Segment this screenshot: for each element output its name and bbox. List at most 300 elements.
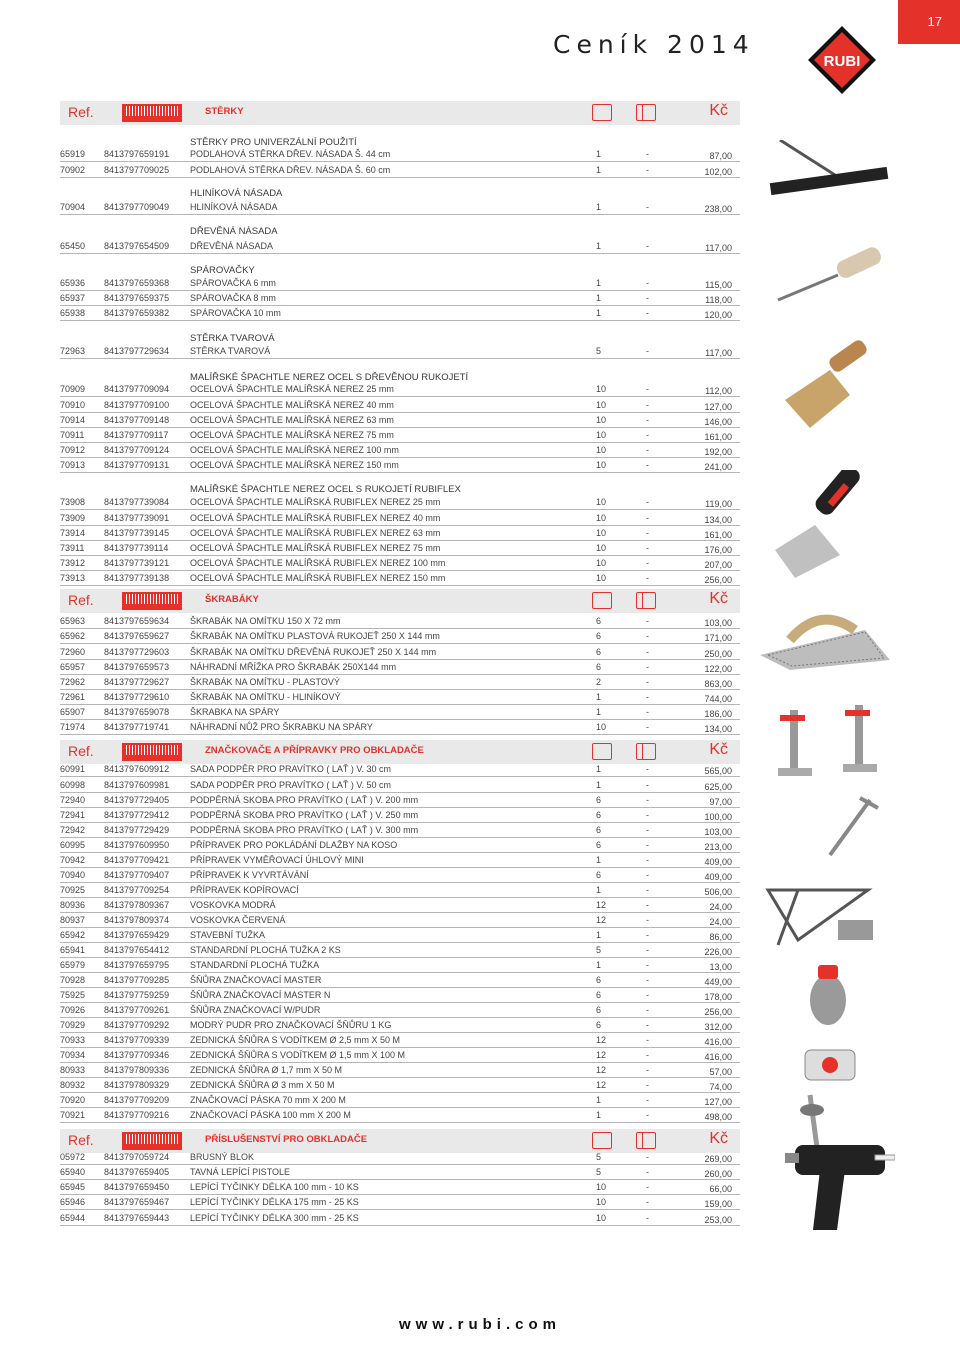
cell-desc: OCELOVÁ ŠPACHTLE MALÍŘSKÁ RUBIFLEX NEREZ 100 mm	[190, 558, 446, 568]
cell-dash: -	[646, 1213, 649, 1223]
cell-desc: OCELOVÁ ŠPACHTLE MALÍŘSKÁ NEREZ 75 mm	[190, 430, 394, 440]
cell-desc: SPÁROVAČKA 6 mm	[190, 278, 276, 288]
section-header	[60, 589, 740, 613]
cell-ref: 65907	[60, 707, 86, 717]
table-row	[60, 526, 740, 541]
cell-dash: -	[646, 960, 649, 970]
cell-price: 171,00	[704, 633, 732, 643]
cell-dash: -	[646, 616, 649, 626]
cell-desc: ZEDNICKÁ ŠŇŮRA Ø 1,7 mm X 50 M	[190, 1065, 343, 1075]
footer-url: www.rubi.com	[399, 1316, 561, 1333]
cell-ean: 8413797709049	[104, 202, 170, 212]
section-header	[60, 101, 740, 125]
table-row	[60, 645, 740, 660]
cell-ean: 8413797739121	[104, 558, 170, 568]
cell-desc: OCELOVÁ ŠPACHTLE MALÍŘSKÁ NEREZ 63 mm	[190, 415, 394, 425]
cell-ean: 8413797709131	[104, 460, 170, 470]
straightedge-supports-image	[770, 700, 890, 780]
cell-ean: 8413797709421	[104, 855, 170, 865]
cell-ean: 8413797709346	[104, 1050, 170, 1060]
cell-ean: 8413797809367	[104, 900, 170, 910]
cell-price: 506,00	[704, 887, 732, 897]
cell-ref: 65919	[60, 149, 86, 159]
cell-dash: -	[646, 400, 649, 410]
cell-dash: -	[646, 445, 649, 455]
cell-ref: 72962	[60, 677, 86, 687]
cell-price: 625,00	[704, 782, 732, 792]
cell-dash: -	[646, 1197, 649, 1207]
cell-ref: 65450	[60, 241, 86, 251]
currency-label: Kč	[709, 590, 728, 607]
cell-ean: 8413797729610	[104, 692, 170, 702]
cell-desc: OCELOVÁ ŠPACHTLE MALÍŘSKÁ NEREZ 150 mm	[190, 460, 399, 470]
cell-ean: 8413797709124	[104, 445, 170, 455]
cell-price: 207,00	[704, 560, 732, 570]
table-row	[60, 660, 740, 675]
cell-qty: 5	[596, 346, 602, 356]
cell-ean: 8413797609912	[104, 764, 170, 774]
cell-ref: 70926	[60, 1005, 86, 1015]
cell-qty: 12	[596, 1050, 607, 1060]
cell-desc: DŘEVĚNÁ NÁSADA	[190, 241, 274, 251]
cell-ref: 60991	[60, 764, 86, 774]
table-row	[60, 541, 740, 556]
cell-desc: STĚRKA TVAROVÁ	[190, 346, 271, 356]
cell-ref: 70912	[60, 445, 86, 455]
cell-qty: 10	[596, 445, 607, 455]
cell-ean: 8413797809374	[104, 915, 170, 925]
cell-ean: 8413797709339	[104, 1035, 170, 1045]
cell-ref: 70925	[60, 885, 86, 895]
cell-ean: 8413797709292	[104, 1020, 170, 1030]
cell-price: 134,00	[704, 515, 732, 525]
table-row	[60, 629, 740, 644]
box-icon	[592, 104, 612, 121]
cell-desc: ŠŇŮRA ZNAČKOVACÍ W/PUDR	[190, 1005, 321, 1015]
cell-ean: 8413797659368	[104, 278, 170, 288]
cell-desc: PODLAHOVÁ STĚRKA DŘEV. NÁSADA Š. 60 cm	[190, 165, 391, 175]
cell-qty: 1	[596, 780, 602, 790]
table-row	[60, 276, 740, 291]
table-row	[60, 571, 740, 586]
putty-knife-rubiflex-image	[770, 470, 870, 580]
cell-ref: 65945	[60, 1182, 86, 1192]
cell-dash: -	[646, 528, 649, 538]
cell-price: 161,00	[704, 530, 732, 540]
table-row	[60, 306, 740, 321]
table-row	[60, 762, 740, 777]
cell-price: 127,00	[704, 402, 732, 412]
cell-qty: 1	[596, 165, 602, 175]
cell-qty: 6	[596, 795, 602, 805]
cell-dash: -	[646, 1050, 649, 1060]
cell-price: 112,00	[705, 386, 732, 396]
cell-desc: SPÁROVAČKA 10 mm	[190, 308, 281, 318]
tile-layout-jig-image	[758, 870, 878, 950]
cell-qty: 6	[596, 975, 602, 985]
table-row	[60, 1048, 740, 1063]
cell-qty: 1	[596, 764, 602, 774]
table-row	[60, 1108, 740, 1123]
cell-ref: 70914	[60, 415, 86, 425]
cell-desc: ZNAČKOVACÍ PÁSKA 70 mm X 200 M	[190, 1095, 346, 1105]
cell-desc: PŘÍPRAVEK KOPÍROVACÍ	[190, 885, 299, 895]
cell-price: 416,00	[704, 1052, 732, 1062]
cell-desc: SPÁROVAČKA 8 mm	[190, 293, 276, 303]
cell-dash: -	[646, 543, 649, 553]
cell-desc: ZEDNICKÁ ŠŇŮRA Ø 3 mm X 50 M	[190, 1080, 335, 1090]
cell-price: 409,00	[704, 857, 732, 867]
cell-ean: 8413797609950	[104, 840, 170, 850]
cell-ref: 72941	[60, 810, 86, 820]
group-title: MALÍŘSKÉ ŠPACHTLE NEREZ OCEL S DŘEVĚNOU RUKOJETÍ	[190, 372, 469, 383]
cell-ean: 8413797709148	[104, 415, 170, 425]
table-row	[60, 1165, 740, 1180]
table-row	[60, 163, 740, 178]
cell-price: 269,00	[704, 1154, 732, 1164]
cell-dash: -	[646, 855, 649, 865]
table-row	[60, 556, 740, 571]
group-title: MALÍŘSKÉ ŠPACHTLE NEREZ OCEL S RUKOJETÍ RUBIFLEX	[190, 484, 461, 495]
cell-ean: 8413797654412	[104, 945, 170, 955]
table-row	[60, 853, 740, 868]
barcode-icon	[122, 104, 182, 122]
currency-label: Kč	[709, 102, 728, 119]
cell-desc: LEPÍCÍ TYČINKY DÉLKA 300 mm - 25 KS	[190, 1213, 359, 1223]
table-row	[60, 913, 740, 928]
cell-ean: 8413797659443	[104, 1213, 170, 1223]
cell-dash: -	[646, 202, 649, 212]
cell-ref: 65936	[60, 278, 86, 288]
table-row	[60, 898, 740, 913]
table-row	[60, 428, 740, 443]
cell-dash: -	[646, 1095, 649, 1105]
page-number-tab	[898, 0, 960, 44]
cell-desc: OCELOVÁ ŠPACHTLE MALÍŘSKÁ NEREZ 25 mm	[190, 384, 394, 394]
section-title: PŘÍSLUŠENSTVÍ PRO OBKLADAČE	[205, 1134, 368, 1145]
table-row	[60, 291, 740, 306]
cell-ref: 70929	[60, 1020, 86, 1030]
pallet-box-icon	[636, 1132, 656, 1149]
section-title: ŠKRABÁKY	[205, 594, 259, 605]
cell-price: 119,00	[705, 499, 732, 509]
box-icon	[592, 592, 612, 609]
cell-dash: -	[646, 930, 649, 940]
section-title: ZNAČKOVAČE A PŘÍPRAVKY PRO OBKLADAČE	[205, 745, 424, 756]
cell-qty: 1	[596, 885, 602, 895]
cell-qty: 1	[596, 202, 602, 212]
table-row	[60, 928, 740, 943]
cell-ref: 65957	[60, 662, 86, 672]
cell-ean: 8413797659627	[104, 631, 170, 641]
cell-ean: 8413797809329	[104, 1080, 170, 1090]
cell-dash: -	[646, 241, 649, 251]
cell-qty: 1	[596, 241, 602, 251]
cell-ean: 8413797659467	[104, 1197, 170, 1207]
cell-qty: 10	[596, 573, 607, 583]
cell-qty: 6	[596, 631, 602, 641]
cell-price: 565,00	[704, 766, 732, 776]
cell-qty: 1	[596, 1095, 602, 1105]
cell-qty: 10	[596, 400, 607, 410]
cell-dash: -	[646, 722, 649, 732]
pallet-box-icon	[636, 743, 656, 760]
table-row	[60, 495, 740, 510]
cell-ref: 65962	[60, 631, 86, 641]
cell-ref: 70913	[60, 460, 86, 470]
cell-desc: ŠŇŮRA ZNAČKOVACÍ MASTER	[190, 975, 322, 985]
cell-qty: 6	[596, 616, 602, 626]
cell-ref: 65937	[60, 293, 86, 303]
page-number: 17	[927, 14, 942, 29]
cell-desc: STANDARDNÍ PLOCHÁ TUŽKA	[190, 960, 320, 970]
table-row	[60, 808, 740, 823]
cell-qty: 1	[596, 149, 602, 159]
jointer-image	[768, 240, 888, 310]
cell-dash: -	[646, 1152, 649, 1162]
cell-dash: -	[646, 900, 649, 910]
cell-qty: 10	[596, 543, 607, 553]
cell-desc: ŠKRABÁK NA OMÍTKU 150 X 72 mm	[190, 616, 341, 626]
table-row	[60, 1180, 740, 1195]
cell-ean: 8413797709261	[104, 1005, 170, 1015]
cell-price: 161,00	[704, 432, 732, 442]
cell-dash: -	[646, 945, 649, 955]
cell-ref: 72940	[60, 795, 86, 805]
cell-dash: -	[646, 497, 649, 507]
cell-ean: 8413797659078	[104, 707, 170, 717]
table-row	[60, 200, 740, 215]
currency-label: Kč	[709, 1130, 728, 1147]
cell-dash: -	[646, 677, 649, 687]
cell-ean: 8413797709285	[104, 975, 170, 985]
cell-ean: 8413797709094	[104, 384, 170, 394]
cell-ref: 80936	[60, 900, 86, 910]
cell-dash: -	[646, 810, 649, 820]
cell-ref: 72961	[60, 692, 86, 702]
cell-ref: 70940	[60, 870, 86, 880]
cell-ean: 8413797659191	[104, 149, 170, 159]
box-icon	[592, 1132, 612, 1149]
table-row	[60, 458, 740, 473]
cell-dash: -	[646, 975, 649, 985]
cell-price: 87,00	[709, 151, 732, 161]
cell-qty: 2	[596, 677, 602, 687]
cell-desc: ZEDNICKÁ ŠŇŮRA S VODÍTKEM Ø 2,5 mm X 50 M	[190, 1035, 401, 1045]
cell-price: 176,00	[704, 545, 732, 555]
cell-qty: 1	[596, 930, 602, 940]
cell-dash: -	[646, 1080, 649, 1090]
cell-ref: 70920	[60, 1095, 86, 1105]
cell-ref: 70934	[60, 1050, 86, 1060]
section-header	[60, 740, 740, 764]
cell-ref: 70933	[60, 1035, 86, 1045]
barcode-icon	[122, 1132, 182, 1150]
cell-ean: 8413797659573	[104, 662, 170, 672]
cell-desc: MODRÝ PUDR PRO ZNAČKOVACÍ ŠŇŮRU 1 KG	[190, 1020, 392, 1030]
cell-price: 312,00	[704, 1022, 732, 1032]
page-title: Ceník 2014	[553, 30, 755, 59]
cell-price: 134,00	[704, 724, 732, 734]
table-row	[60, 705, 740, 720]
cell-qty: 5	[596, 1167, 602, 1177]
cell-desc: PODPĚRNÁ SKOBA PRO PRAVÍTKO ( LAŤ ) V. 250 mm	[190, 810, 419, 820]
cell-desc: ŠKRABKA NA SPÁRY	[190, 707, 280, 717]
cell-price: 186,00	[704, 709, 732, 719]
cell-ref: 73911	[60, 543, 85, 553]
cell-price: 115,00	[705, 280, 732, 290]
cell-desc: PŘÍPRAVEK PRO POKLÁDÁNÍ DLAŽBY NA KOSO	[190, 840, 398, 850]
cell-desc: SADA PODPĚR PRO PRAVÍTKO ( LAŤ ) V. 50 cm	[190, 780, 392, 790]
cell-ref: 60998	[60, 780, 86, 790]
table-row	[60, 973, 740, 988]
table-row	[60, 239, 740, 254]
cell-dash: -	[646, 308, 649, 318]
cell-qty: 10	[596, 497, 607, 507]
cell-dash: -	[646, 1020, 649, 1030]
table-row	[60, 398, 740, 413]
group-title: SPÁROVAČKY	[190, 265, 255, 276]
cell-qty: 12	[596, 915, 607, 925]
cell-dash: -	[646, 165, 649, 175]
group-title: STĚRKY PRO UNIVERZÁLNÍ POUŽITÍ	[190, 137, 357, 148]
cell-price: 86,00	[709, 932, 732, 942]
cell-ean: 8413797719741	[104, 722, 170, 732]
cell-ref: 70902	[60, 165, 86, 175]
cell-dash: -	[646, 1005, 649, 1015]
cell-dash: -	[646, 415, 649, 425]
table-row	[60, 823, 740, 838]
table-row	[60, 838, 740, 853]
cell-desc: ZEDNICKÁ ŠŇŮRA S VODÍTKEM Ø 1,5 mm X 100 M	[190, 1050, 406, 1060]
cell-qty: 1	[596, 960, 602, 970]
cell-ref: 80937	[60, 915, 86, 925]
cell-qty: 10	[596, 513, 607, 523]
cell-ean: 8413797659382	[104, 308, 170, 318]
cell-desc: OCELOVÁ ŠPACHTLE MALÍŘSKÁ RUBIFLEX NEREZ 150 mm	[190, 573, 446, 583]
group-title: DŘEVĚNÁ NÁSADA	[190, 226, 278, 237]
table-row	[60, 958, 740, 973]
cell-price: 120,00	[704, 310, 732, 320]
cell-qty: 10	[596, 460, 607, 470]
cell-dash: -	[646, 1035, 649, 1045]
barcode-icon	[122, 592, 182, 610]
table-row	[60, 1211, 740, 1226]
cell-ref: 70942	[60, 855, 86, 865]
cell-price: 117,00	[705, 243, 732, 253]
cell-ean: 8413797659405	[104, 1167, 170, 1177]
cell-desc: ŠKRABÁK NA OMÍTKU DŘEVĚNÁ RUKOJEŤ 250 X 144 mm	[190, 647, 437, 657]
cell-dash: -	[646, 764, 649, 774]
cell-dash: -	[646, 1065, 649, 1075]
cell-dash: -	[646, 278, 649, 288]
cell-ref: 65979	[60, 960, 86, 970]
cell-qty: 12	[596, 900, 607, 910]
cell-price: 103,00	[704, 618, 732, 628]
support-spike-image	[820, 790, 880, 860]
cell-dash: -	[646, 558, 649, 568]
cell-price: 57,00	[709, 1067, 732, 1077]
cell-dash: -	[646, 870, 649, 880]
cell-ean: 8413797659795	[104, 960, 170, 970]
cell-ref: 71974	[60, 722, 86, 732]
cell-dash: -	[646, 915, 649, 925]
table-row	[60, 1195, 740, 1210]
table-row	[60, 883, 740, 898]
cell-ref: 70921	[60, 1110, 86, 1120]
cell-desc: NÁHRADNÍ NŮŽ PRO ŠKRABKU NA SPÁRY	[190, 722, 373, 732]
cell-ean: 8413797709407	[104, 870, 170, 880]
cell-desc: STANDARDNÍ PLOCHÁ TUŽKA 2 KS	[190, 945, 341, 955]
cell-desc: LEPÍCÍ TYČINKY DÉLKA 175 mm - 25 KS	[190, 1197, 359, 1207]
cell-ref: 73912	[60, 558, 86, 568]
cell-qty: 1	[596, 855, 602, 865]
cell-price: 192,00	[704, 447, 732, 457]
cell-ean: 8413797659429	[104, 930, 170, 940]
cell-price: 416,00	[704, 1037, 732, 1047]
cell-price: 253,00	[704, 1215, 732, 1225]
cell-ean: 8413797729603	[104, 647, 170, 657]
cell-qty: 10	[596, 1213, 607, 1223]
cell-qty: 10	[596, 722, 607, 732]
cell-qty: 10	[596, 528, 607, 538]
cell-ean: 8413797739114	[104, 543, 169, 553]
table-row	[60, 1093, 740, 1108]
table-row	[60, 778, 740, 793]
cell-dash: -	[646, 780, 649, 790]
cell-desc: BRUSNÝ BLOK	[190, 1152, 255, 1162]
cell-qty: 6	[596, 1005, 602, 1015]
cell-dash: -	[646, 707, 649, 717]
cell-qty: 6	[596, 647, 602, 657]
cell-qty: 10	[596, 430, 607, 440]
cell-desc: OCELOVÁ ŠPACHTLE MALÍŘSKÁ RUBIFLEX NEREZ 40 mm	[190, 513, 441, 523]
cell-price: 744,00	[704, 694, 732, 704]
cell-ean: 8413797809336	[104, 1065, 170, 1075]
cell-ref: 73908	[60, 497, 86, 507]
cell-desc: OCELOVÁ ŠPACHTLE MALÍŘSKÁ RUBIFLEX NEREZ 75 mm	[190, 543, 441, 553]
cell-price: 66,00	[709, 1184, 732, 1194]
cell-price: 449,00	[704, 977, 732, 987]
cell-desc: OCELOVÁ ŠPACHTLE MALÍŘSKÁ RUBIFLEX NEREZ 25 mm	[190, 497, 441, 507]
cell-desc: NÁHRADNÍ MŘÍŽKA PRO ŠKRABÁK 250X144 mm	[190, 662, 397, 672]
cell-ean: 8413797739145	[104, 528, 170, 538]
cell-qty: 1	[596, 1110, 602, 1120]
table-row	[60, 690, 740, 705]
cell-ean: 8413797759259	[104, 990, 170, 1000]
cell-price: 250,00	[704, 649, 732, 659]
cell-ref: 70911	[60, 430, 85, 440]
glue-gun-image	[785, 1135, 895, 1235]
cell-ean: 8413797729412	[104, 810, 170, 820]
cell-price: 13,00	[709, 962, 732, 972]
table-row	[60, 1033, 740, 1048]
cell-dash: -	[646, 1167, 649, 1177]
cell-price: 24,00	[709, 917, 732, 927]
cell-ref: 65942	[60, 930, 86, 940]
cell-price: 103,00	[704, 827, 732, 837]
cell-ean: 8413797659450	[104, 1182, 170, 1192]
cell-price: 97,00	[709, 797, 732, 807]
cell-ref: 65946	[60, 1197, 86, 1207]
table-row	[60, 614, 740, 629]
cell-desc: LEPÍCÍ TYČINKY DÉLKA 100 mm - 10 KS	[190, 1182, 359, 1192]
float-scraper-image	[760, 600, 890, 670]
cell-qty: 1	[596, 308, 602, 318]
cell-price: 238,00	[704, 204, 732, 214]
cell-qty: 10	[596, 558, 607, 568]
cell-dash: -	[646, 631, 649, 641]
